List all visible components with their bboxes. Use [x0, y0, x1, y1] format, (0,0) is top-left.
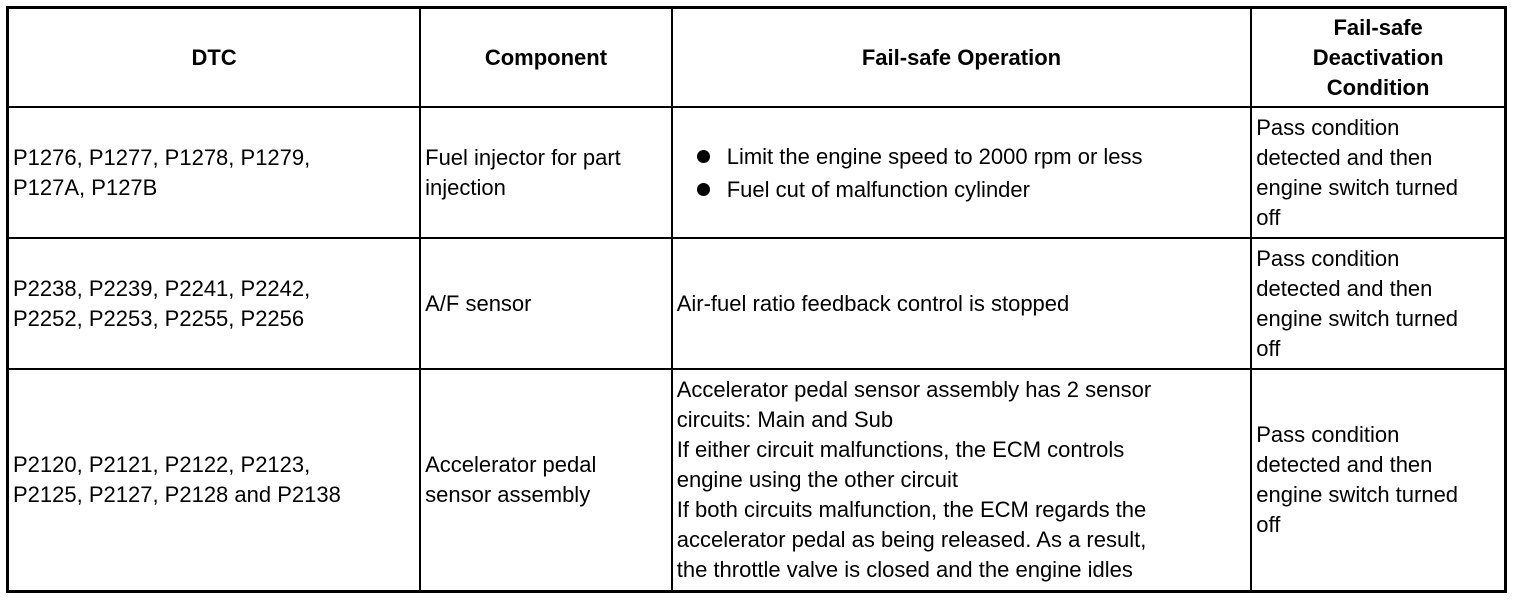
bullet-icon: [697, 183, 710, 196]
component-line: A/F sensor: [425, 290, 532, 316]
operation-line: If either circuit malfunctions, the ECM controls: [676, 437, 1125, 462]
operation-line: the throttle valve is closed and the engine idles: [676, 557, 1133, 582]
bullet-icon: [697, 150, 710, 163]
operation-bullet-item: [695, 140, 1247, 173]
component-line: injection: [425, 174, 506, 200]
operation-line: If both circuits malfunction, the ECM regards the: [676, 497, 1147, 522]
header-deactivation: [1251, 8, 1505, 108]
dtc-line: P2120, P2121, P2122, P2123,: [13, 452, 311, 477]
component-line: sensor assembly: [425, 482, 591, 507]
failsafe-table-container: [6, 6, 1507, 593]
deactivation-line: detected and then: [1256, 144, 1433, 170]
cell-operation: [672, 238, 1252, 369]
component-line: Accelerator pedal: [425, 452, 597, 477]
operation-line: Accelerator pedal sensor assembly has 2 sensor: [676, 377, 1152, 402]
deactivation-line: Pass condition: [1256, 422, 1400, 447]
dtc-line: P127A, P127B: [13, 174, 158, 200]
failsafe-table: [6, 6, 1507, 593]
dtc-line: P1276, P1277, P1278, P1279,: [13, 144, 311, 170]
header-dtc: DTC: [8, 8, 421, 108]
cell-dtc: [8, 369, 421, 592]
table-row: [8, 369, 1506, 592]
operation-bullet-text: Fuel cut of malfunction cylinder: [726, 176, 1030, 202]
deactivation-line: off: [1256, 204, 1281, 230]
cell-component: [420, 238, 672, 369]
dtc-line: P2252, P2253, P2255, P2256: [13, 305, 305, 331]
header-component: Component: [420, 8, 672, 108]
operation-line: engine using the other circuit: [676, 467, 959, 492]
deactivation-line: detected and then: [1256, 452, 1433, 477]
cell-deactivation: [1251, 107, 1505, 238]
cell-deactivation: [1251, 238, 1505, 369]
deactivation-line: engine switch turned: [1256, 305, 1459, 331]
cell-operation: [672, 107, 1252, 238]
cell-operation: [672, 369, 1252, 592]
operation-line: accelerator pedal as being released. As a result,: [676, 527, 1147, 552]
cell-component: [420, 107, 672, 238]
cell-dtc: [8, 238, 421, 369]
component-line: Fuel injector for part: [425, 144, 621, 170]
deactivation-line: off: [1256, 335, 1281, 361]
cell-deactivation: [1251, 369, 1505, 592]
header-deactivation-line: Fail-safe: [1333, 14, 1423, 40]
operation-bullet-item: [695, 173, 1247, 206]
deactivation-line: Pass condition: [1256, 245, 1400, 271]
deactivation-line: detected and then: [1256, 275, 1433, 301]
header-deactivation-line: Condition: [1326, 74, 1430, 100]
deactivation-line: off: [1256, 512, 1281, 537]
dtc-line: P2238, P2239, P2241, P2242,: [13, 275, 311, 301]
operation-bullet-list: [677, 140, 1247, 206]
deactivation-line: engine switch turned: [1256, 482, 1459, 507]
cell-component: [420, 369, 672, 592]
header-operation: Fail-safe Operation: [672, 8, 1252, 108]
operation-line: circuits: Main and Sub: [676, 407, 894, 432]
dtc-line: P2125, P2127, P2128 and P2138: [13, 482, 341, 507]
operation-line: Air-fuel ratio feedback control is stopped: [676, 290, 1070, 316]
header-deactivation-line: Deactivation: [1312, 44, 1444, 70]
deactivation-line: Pass condition: [1256, 114, 1400, 140]
table-row: [8, 238, 1506, 369]
table-row: [8, 107, 1506, 238]
header-row: [8, 8, 1506, 108]
operation-bullet-text: Limit the engine speed to 2000 rpm or less: [726, 143, 1143, 169]
cell-dtc: [8, 107, 421, 238]
deactivation-line: engine switch turned: [1256, 174, 1459, 200]
